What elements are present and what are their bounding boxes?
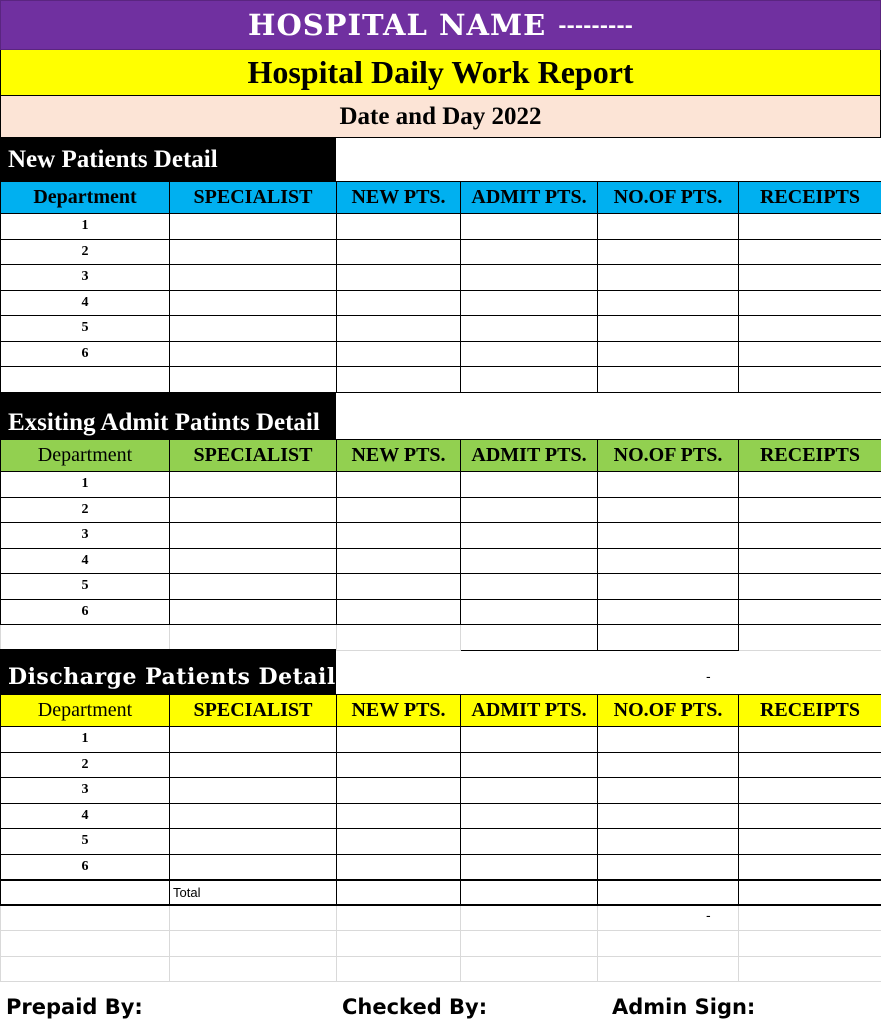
cell[interactable] <box>461 290 598 316</box>
dash-mark: - <box>706 907 711 923</box>
cell[interactable] <box>461 265 598 291</box>
cell[interactable] <box>170 214 337 240</box>
table-row <box>1 727 881 753</box>
cell[interactable] <box>739 497 881 523</box>
row-number: 5 <box>1 316 170 342</box>
cell[interactable] <box>461 599 598 625</box>
row-number: 4 <box>1 548 170 574</box>
cell[interactable] <box>739 574 881 600</box>
table-header-row <box>1 695 881 727</box>
cell[interactable] <box>170 625 337 651</box>
col-department: Department <box>1 440 170 472</box>
col-receipts: RECEIPTS <box>739 695 881 727</box>
row-number: 5 <box>1 574 170 600</box>
cell[interactable] <box>739 803 881 829</box>
cell[interactable] <box>337 214 461 240</box>
cell[interactable] <box>170 265 337 291</box>
cell[interactable] <box>598 752 739 778</box>
cell[interactable] <box>337 727 461 753</box>
cell[interactable] <box>170 803 337 829</box>
cell[interactable] <box>337 472 461 498</box>
table-row <box>1 625 881 651</box>
cell[interactable] <box>598 367 739 393</box>
total-row <box>1 880 881 906</box>
cell[interactable] <box>337 265 461 291</box>
row-number: 1 <box>1 214 170 240</box>
cell[interactable] <box>337 316 461 342</box>
prepared-by-label: Prepaid By: <box>6 995 143 1019</box>
cell[interactable] <box>739 905 881 931</box>
cell[interactable] <box>170 316 337 342</box>
cell[interactable] <box>1 905 170 931</box>
cell[interactable] <box>739 599 881 625</box>
cell[interactable] <box>337 803 461 829</box>
cell[interactable] <box>170 472 337 498</box>
row-number: 6 <box>1 854 170 880</box>
table-header-row <box>1 182 881 214</box>
cell[interactable] <box>739 214 881 240</box>
table-row <box>1 472 881 498</box>
table-row <box>1 341 881 367</box>
cell[interactable] <box>170 778 337 804</box>
cell[interactable] <box>170 497 337 523</box>
cell[interactable] <box>598 854 739 880</box>
cell[interactable] <box>461 956 598 982</box>
cell[interactable] <box>739 625 881 651</box>
row-number: 3 <box>1 778 170 804</box>
cell[interactable] <box>170 956 337 982</box>
total-receipts[interactable] <box>739 880 881 906</box>
table-row <box>1 290 881 316</box>
cell[interactable] <box>739 341 881 367</box>
table-row <box>1 778 881 804</box>
cell[interactable] <box>598 727 739 753</box>
col-specialist: SPECIALIST <box>170 182 337 214</box>
cell[interactable] <box>461 625 598 651</box>
cell[interactable] <box>461 778 598 804</box>
row-number: 2 <box>1 752 170 778</box>
cell[interactable] <box>739 239 881 265</box>
table-row <box>1 599 881 625</box>
cell[interactable] <box>1 880 170 906</box>
hospital-name-banner <box>0 0 881 50</box>
cell[interactable] <box>598 548 739 574</box>
admin-sign-label: Admin Sign: <box>612 995 756 1019</box>
cell[interactable] <box>461 367 598 393</box>
dash-mark: - <box>706 668 711 684</box>
section-title-new-patients: New Patients Detail <box>0 138 336 181</box>
cell[interactable] <box>461 854 598 880</box>
cell[interactable] <box>461 497 598 523</box>
cell[interactable] <box>598 625 739 651</box>
col-no-of-pts: NO.OF PTS. <box>598 440 739 472</box>
cell[interactable] <box>337 523 461 549</box>
cell[interactable] <box>598 214 739 240</box>
cell[interactable] <box>598 265 739 291</box>
table-row <box>1 548 881 574</box>
total-no-of-pts[interactable] <box>598 880 739 906</box>
cell[interactable] <box>170 854 337 880</box>
cell[interactable] <box>337 574 461 600</box>
cell[interactable] <box>337 752 461 778</box>
cell[interactable] <box>337 905 461 931</box>
row-number: 4 <box>1 290 170 316</box>
cell[interactable] <box>739 548 881 574</box>
table-row <box>1 239 881 265</box>
cell[interactable] <box>461 803 598 829</box>
cell[interactable] <box>337 854 461 880</box>
cell[interactable] <box>598 778 739 804</box>
cell[interactable] <box>170 523 337 549</box>
cell[interactable] <box>739 956 881 982</box>
checked-by-label: Checked By: <box>342 995 488 1019</box>
report-date: Date and Day 2022 <box>0 96 881 138</box>
cell[interactable] <box>739 829 881 855</box>
cell[interactable] <box>337 341 461 367</box>
table-row <box>1 956 881 982</box>
table-row <box>1 854 881 880</box>
cell[interactable] <box>598 905 739 931</box>
col-no-of-pts: NO.OF PTS. <box>598 182 739 214</box>
cell[interactable] <box>461 214 598 240</box>
cell[interactable] <box>337 599 461 625</box>
discharge-table <box>0 694 881 982</box>
row-number: 5 <box>1 829 170 855</box>
col-new-pts: NEW PTS. <box>337 182 461 214</box>
row-number: 2 <box>1 239 170 265</box>
cell[interactable] <box>1 956 170 982</box>
cell[interactable] <box>739 752 881 778</box>
hospital-name: HOSPITAL NAME <box>248 8 547 42</box>
cell[interactable] <box>461 523 598 549</box>
cell[interactable] <box>461 574 598 600</box>
table-row <box>1 905 881 931</box>
cell[interactable] <box>337 956 461 982</box>
table-row <box>1 523 881 549</box>
table-row <box>1 367 881 393</box>
cell[interactable] <box>1 367 170 393</box>
cell[interactable] <box>739 931 881 957</box>
cell[interactable] <box>337 548 461 574</box>
total-new-pts[interactable] <box>337 880 461 906</box>
cell[interactable] <box>337 829 461 855</box>
total-admit-pts[interactable] <box>461 880 598 906</box>
col-specialist: SPECIALIST <box>170 440 337 472</box>
cell[interactable] <box>461 341 598 367</box>
cell[interactable] <box>598 523 739 549</box>
cell[interactable] <box>170 752 337 778</box>
total-label: Total <box>170 880 337 906</box>
cell[interactable] <box>337 290 461 316</box>
col-receipts: RECEIPTS <box>739 182 881 214</box>
cell[interactable] <box>170 239 337 265</box>
cell[interactable] <box>170 367 337 393</box>
table-row <box>1 574 881 600</box>
table-row <box>1 316 881 342</box>
cell[interactable] <box>461 548 598 574</box>
cell[interactable] <box>739 778 881 804</box>
section-title-existing-admit: Exsiting Admit Patints Detail <box>0 393 336 439</box>
cell[interactable] <box>598 341 739 367</box>
col-admit-pts: ADMIT PTS. <box>461 440 598 472</box>
cell[interactable] <box>461 905 598 931</box>
cell[interactable] <box>739 727 881 753</box>
cell[interactable] <box>461 727 598 753</box>
cell[interactable] <box>170 599 337 625</box>
cell[interactable] <box>337 778 461 804</box>
cell[interactable] <box>739 523 881 549</box>
cell[interactable] <box>337 367 461 393</box>
cell[interactable] <box>598 803 739 829</box>
cell[interactable] <box>170 931 337 957</box>
cell[interactable] <box>461 472 598 498</box>
cell[interactable] <box>598 599 739 625</box>
cell[interactable] <box>461 931 598 957</box>
col-department: Department <box>1 695 170 727</box>
cell[interactable] <box>170 341 337 367</box>
row-number: 4 <box>1 803 170 829</box>
cell[interactable] <box>739 367 881 393</box>
row-number: 6 <box>1 341 170 367</box>
cell[interactable] <box>739 316 881 342</box>
table-header-row <box>1 440 881 472</box>
row-number: 3 <box>1 523 170 549</box>
cell[interactable] <box>1 931 170 957</box>
cell[interactable] <box>337 625 461 651</box>
cell[interactable] <box>598 956 739 982</box>
cell[interactable] <box>337 497 461 523</box>
cell[interactable] <box>598 574 739 600</box>
row-number: 1 <box>1 472 170 498</box>
table-row <box>1 265 881 291</box>
table-row <box>1 829 881 855</box>
col-new-pts: NEW PTS. <box>337 695 461 727</box>
table-row <box>1 803 881 829</box>
table-row <box>1 497 881 523</box>
report-title: Hospital Daily Work Report <box>0 50 881 96</box>
col-receipts: RECEIPTS <box>739 440 881 472</box>
cell[interactable] <box>461 316 598 342</box>
cell[interactable] <box>170 548 337 574</box>
cell[interactable] <box>598 931 739 957</box>
cell[interactable] <box>598 829 739 855</box>
signature-footer <box>0 993 881 1024</box>
cell[interactable] <box>598 290 739 316</box>
cell[interactable] <box>461 829 598 855</box>
cell[interactable] <box>170 574 337 600</box>
cell[interactable] <box>739 265 881 291</box>
table-row <box>1 752 881 778</box>
cell[interactable] <box>461 752 598 778</box>
cell[interactable] <box>739 854 881 880</box>
col-no-of-pts: NO.OF PTS. <box>598 695 739 727</box>
existing-admit-table <box>0 439 881 651</box>
cell[interactable] <box>337 239 461 265</box>
row-number: 1 <box>1 727 170 753</box>
cell[interactable] <box>337 931 461 957</box>
cell[interactable] <box>170 727 337 753</box>
section-title-discharge: Discharge Patients Detail <box>0 649 336 694</box>
cell[interactable] <box>170 829 337 855</box>
row-number: 2 <box>1 497 170 523</box>
cell[interactable] <box>170 905 337 931</box>
col-admit-pts: ADMIT PTS. <box>461 182 598 214</box>
cell[interactable] <box>739 472 881 498</box>
col-admit-pts: ADMIT PTS. <box>461 695 598 727</box>
table-row <box>1 214 881 240</box>
cell[interactable] <box>598 497 739 523</box>
cell[interactable] <box>461 239 598 265</box>
col-new-pts: NEW PTS. <box>337 440 461 472</box>
cell[interactable] <box>598 316 739 342</box>
new-patients-table <box>0 181 881 393</box>
table-row <box>1 931 881 957</box>
cell[interactable] <box>598 239 739 265</box>
row-number: 6 <box>1 599 170 625</box>
cell[interactable] <box>170 290 337 316</box>
col-department: Department <box>1 182 170 214</box>
cell[interactable] <box>739 290 881 316</box>
row-number: 3 <box>1 265 170 291</box>
hospital-name-dashes: --------- <box>558 13 633 37</box>
cell[interactable] <box>1 625 170 651</box>
cell[interactable] <box>598 472 739 498</box>
col-specialist: SPECIALIST <box>170 695 337 727</box>
